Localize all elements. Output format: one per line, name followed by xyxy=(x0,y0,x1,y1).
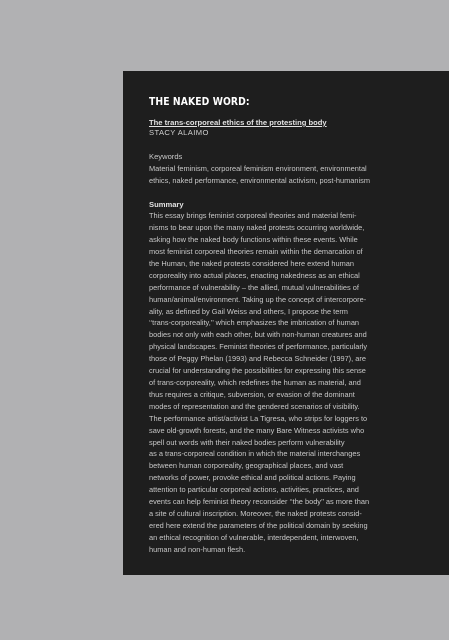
summary-line: thus requires a critique, subversion, or evasion of the dominant xyxy=(149,389,355,399)
summary-line: modes of representation and the gendered scenarios of visibility. xyxy=(149,401,360,411)
summary-line: human and non-human flesh. xyxy=(149,544,246,554)
summary-line: ered here extend the parameters of the political domain by seeking xyxy=(149,520,368,530)
article-subtitle: The trans-corporeal ethics of the protesting body xyxy=(149,118,327,127)
summary-line: corporeality into actual places, enacting nakedness as an ethical xyxy=(149,270,360,280)
summary-line: networks of power, provoke ethical and political actions. Paying xyxy=(149,473,356,483)
summary-line: ality, as defined by Gail Weiss and others, I propose the term xyxy=(149,306,348,316)
keywords-line: ethics, naked performance, environmental activism, post-humanism xyxy=(149,175,370,185)
summary-text xyxy=(149,210,441,555)
summary-line: nisms to bear upon the many naked protests occurring worldwide, xyxy=(149,223,365,233)
summary-line: ‘‘trans-corporeality,’’ which emphasizes the imbrication of human xyxy=(149,318,360,328)
article-abstract-panel xyxy=(123,71,449,575)
keywords-line: Material feminism, corporeal feminism environment, environmental xyxy=(149,163,367,173)
article-title: THE NAKED WORD: xyxy=(149,96,250,108)
keywords-text xyxy=(149,163,441,188)
keywords-heading: Keywords xyxy=(149,152,183,161)
summary-line: attention to particular corporeal actions, activities, practices, and xyxy=(149,485,359,495)
summary-line: This essay brings feminist corporeal theories and material femi- xyxy=(149,211,357,221)
summary-line: the Human, the naked protests considered here extend human xyxy=(149,258,355,268)
summary-line: save old-growth forests, and the many Bare Witness activists who xyxy=(149,425,365,435)
summary-line: bodies not only with each other, but with non-human creatures and xyxy=(149,330,367,340)
summary-heading: Summary xyxy=(149,200,184,210)
summary-line: between human corporeality, geographical places, and vast xyxy=(149,461,344,471)
summary-line: most feminist corporeal theories remain within the demarcation of xyxy=(149,247,363,257)
summary-line: a site of cultural inscription. Moreover, the naked protests consid- xyxy=(149,508,362,518)
summary-line: those of Peggy Phelan (1993) and Rebecca Schneider (1997), are xyxy=(149,354,366,364)
summary-line: as a trans-corporeal condition in which the material interchanges xyxy=(149,449,361,459)
summary-line: asking how the naked body functions within these events. While xyxy=(149,235,358,245)
article-author: STACY ALAIMO xyxy=(149,128,209,137)
summary-line: The performance artist/activist La Tigresa, who strips for loggers to xyxy=(149,413,368,423)
summary-line: crucial for understanding the possibilities for expressing this sense xyxy=(149,366,366,376)
summary-line: an ethical recognition of vulnerable, interdependent, interwoven, xyxy=(149,532,359,542)
summary-line: spell out words with their naked bodies perform vulnerability xyxy=(149,437,345,447)
summary-line: events can help feminist theory reconsider ‘‘the body’’ as more than xyxy=(149,497,370,507)
summary-line: performance of vulnerability – the allied, mutual vulnerabilities of xyxy=(149,282,359,292)
summary-line: of trans-corporeality, which redefines the human as material, and xyxy=(149,378,361,387)
summary-line: physical landscapes. Feminist theories of performance, particularly xyxy=(149,342,368,352)
summary-line: human/animal/environment. Taking up the concept of intercorpore- xyxy=(149,294,367,304)
